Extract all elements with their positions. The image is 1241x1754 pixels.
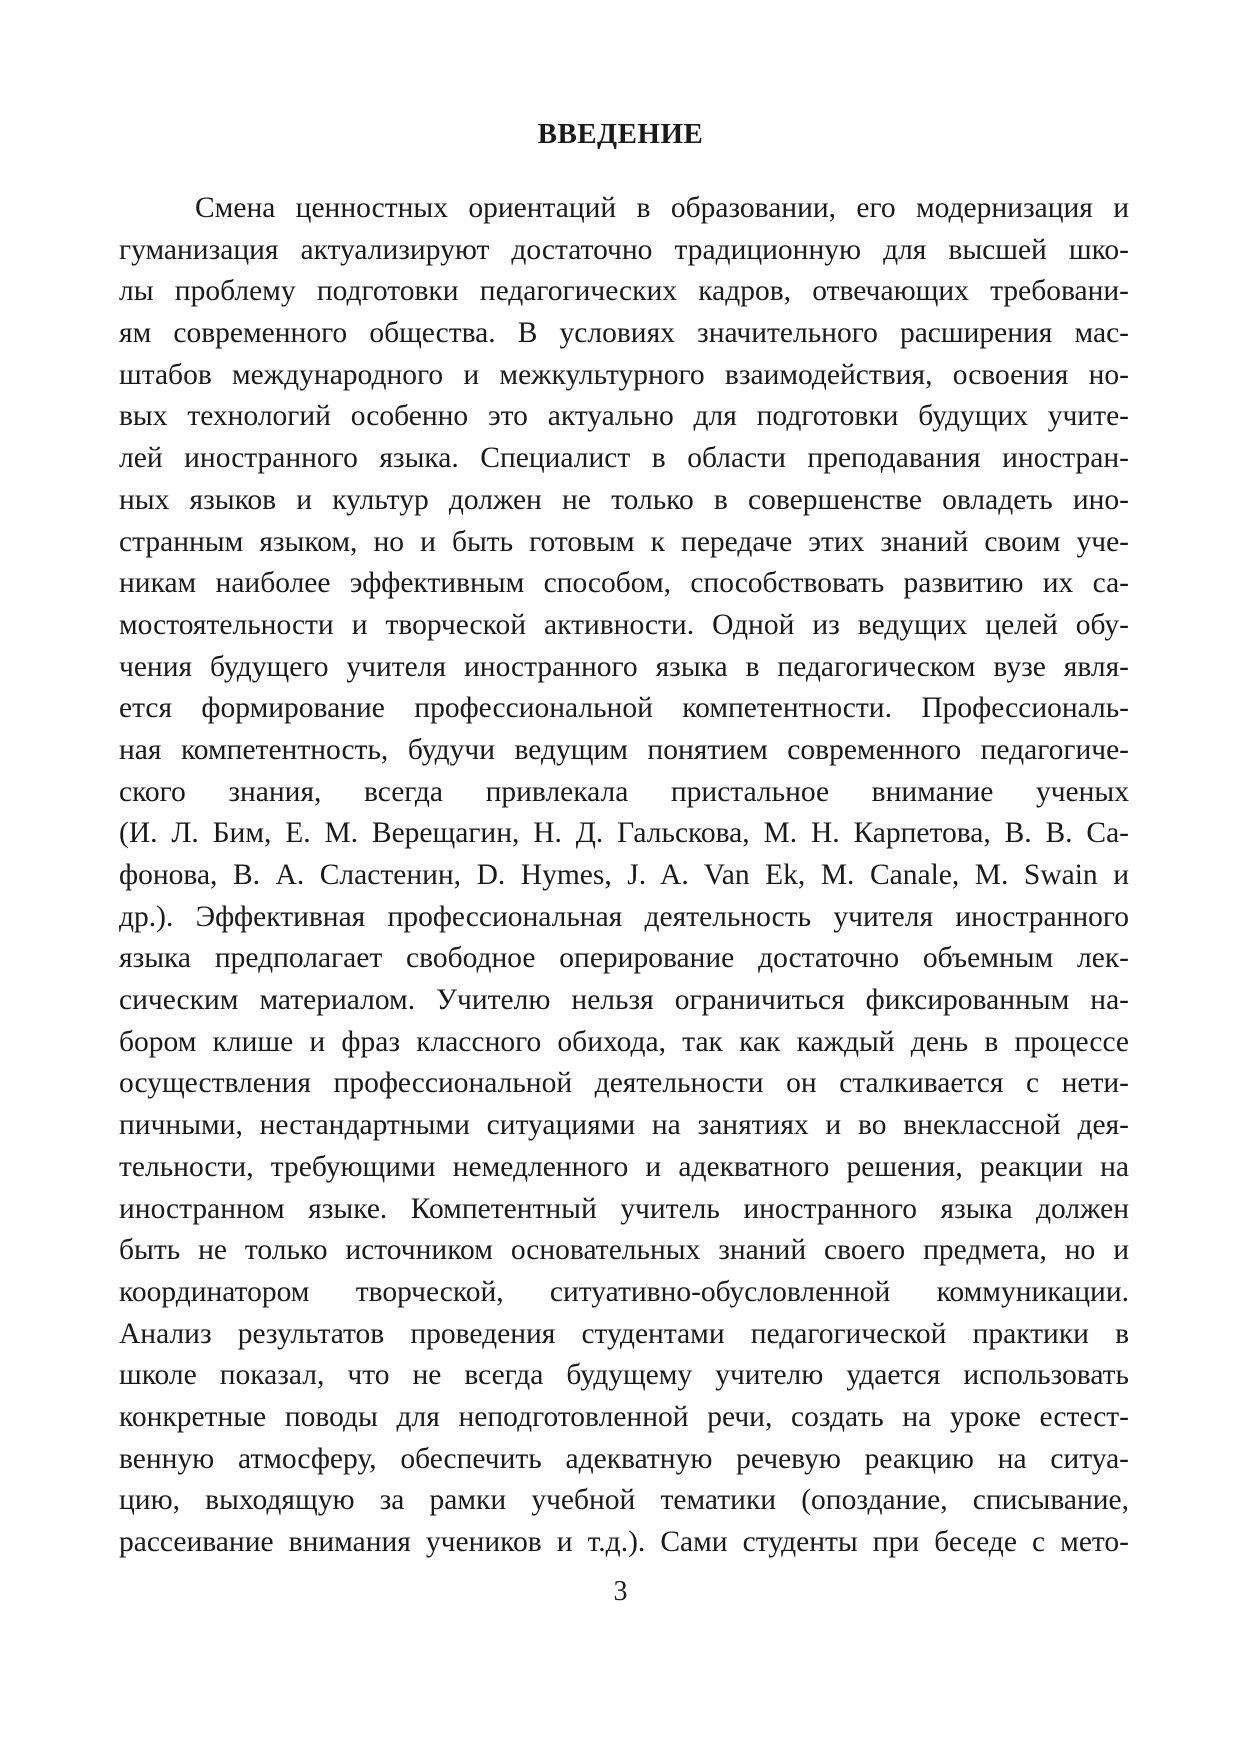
text-line: конкретные поводы для неподготовленной речи, создать на уроке естест-: [119, 1400, 1129, 1433]
text-line: мостоятельности и творческой активности. Одной из ведущих целей обу-: [119, 608, 1129, 641]
text-line: координатором творческой, ситуативно-обусловленной коммуникации.: [119, 1275, 1129, 1308]
text-line: штабов международного и межкультурного взаимодействия, освоения но-: [119, 358, 1129, 391]
text-line: лей иностранного языка. Специалист в области преподавания иностран-: [119, 442, 1129, 475]
text-line: лы проблему подготовки педагогических кадров, отвечающих требовани-: [119, 275, 1129, 308]
text-line: ского знания, всегда привлекала пристальное внимание ученых: [119, 775, 1129, 808]
text-line: Смена ценностных ориентаций в образовании, его модернизация и: [195, 192, 1129, 224]
text-line: цию, выходящую за рамки учебной тематики (опоздание, списывание,: [119, 1484, 1129, 1517]
text-line: языка предполагает свободное оперирование достаточно объемным лек-: [119, 942, 1129, 975]
text-line: ется формирование профессиональной компетентности. Профессиональ-: [119, 692, 1129, 725]
text-line: фонова, В. А. Сластенин, D. Hymes, J. A. Van Ek, M. Canale, M. Swain и: [119, 859, 1129, 891]
text-line: бором клише и фраз классного обихода, так как каждый день в процессе: [119, 1025, 1129, 1058]
body-paragraph: [119, 188, 1129, 1564]
text-line: ям современного общества. В условиях значительного расширения мас-: [119, 317, 1129, 350]
text-line: вых технологий особенно это актуально для подготовки будущих учите-: [119, 400, 1129, 433]
text-line: ных языков и культур должен не только в совершенстве овладеть ино-: [119, 483, 1129, 516]
text-line: тельности, требующими немедленного и адекватного решения, реакции на: [119, 1150, 1129, 1183]
text-line: венную атмосферу, обеспечить адекватную речевую реакцию на ситуа-: [119, 1442, 1129, 1475]
text-line: рассеивание внимания учеников и т.д.). Сами студенты при беседе с мето-: [119, 1526, 1129, 1558]
page-number: 3: [613, 1576, 628, 1607]
text-line: ная компетентность, будучи ведущим понятием современного педагогиче-: [119, 733, 1129, 766]
text-line: др.). Эффективная профессиональная деятельность учителя иностранного: [119, 900, 1129, 933]
text-line: гуманизация актуализируют достаточно традиционную для высшей шко-: [119, 233, 1129, 266]
text-line: пичными, нестандартными ситуациями на занятиях и во внеклассной дея-: [119, 1109, 1129, 1142]
text-line: (И. Л. Бим, Е. М. Верещагин, Н. Д. Гальскова, М. Н. Карпетова, В. В. Са-: [119, 817, 1129, 850]
text-line: быть не только источником основательных знаний своего предмета, но и: [119, 1234, 1129, 1267]
text-line: странным языком, но и быть готовым к передаче этих знаний своим уче-: [119, 525, 1129, 558]
text-line: школе показал, что не всегда будущему учителю удается использовать: [119, 1359, 1129, 1392]
text-line: никам наиболее эффективным способом, способствовать развитию их са-: [119, 567, 1129, 600]
text-line: чения будущего учителя иностранного языка в педагогическом вузе явля-: [119, 650, 1129, 683]
text-line: Анализ результатов проведения студентами педагогической практики в: [119, 1317, 1129, 1350]
page-title: ВВЕДЕНИЕ: [537, 118, 704, 150]
text-line: сическим материалом. Учителю нельзя ограничиться фиксированным на-: [119, 984, 1129, 1017]
text-line: осуществления профессиональной деятельности он сталкивается с нети-: [119, 1067, 1129, 1100]
text-line: иностранном языке. Компетентный учитель иностранного языка должен: [119, 1192, 1129, 1225]
